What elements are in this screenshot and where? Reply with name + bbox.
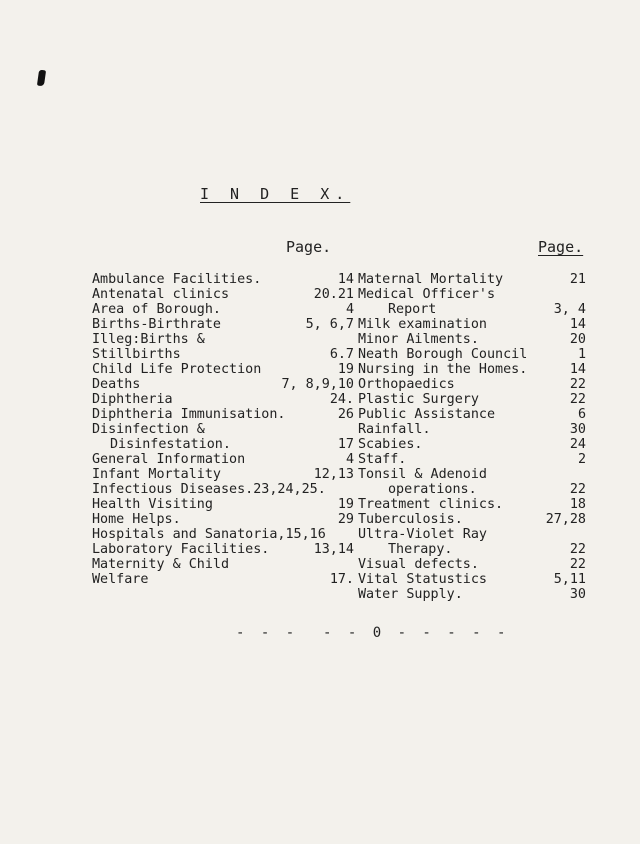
- entry-label: Stillbirths: [92, 347, 181, 362]
- index-entry: [92, 272, 354, 287]
- entry-page: 27,28: [545, 512, 586, 527]
- entry-page: 22: [569, 377, 586, 392]
- page-header-right: Page.: [538, 238, 584, 256]
- index-entry: [358, 422, 586, 437]
- index-entry: [92, 512, 354, 527]
- right-index-column: [358, 272, 586, 602]
- page-header-left: Page.: [286, 238, 332, 256]
- entry-label: Ambulance Facilities.: [92, 272, 262, 287]
- left-index-column: [92, 272, 354, 587]
- index-entry: [358, 557, 586, 572]
- index-entry: [92, 482, 354, 497]
- entry-page: 4: [345, 302, 354, 317]
- entry-label: Water Supply.: [358, 587, 463, 602]
- index-title: I N D E X.: [200, 185, 351, 203]
- entry-label: General Information: [92, 452, 246, 467]
- entry-page: 30: [569, 587, 586, 602]
- entry-page: 22: [569, 392, 586, 407]
- entry-page: 18: [569, 497, 586, 512]
- entry-page: 5,11: [553, 572, 586, 587]
- entry-page: 7, 8,9,10: [281, 377, 354, 392]
- entry-page: 12,13: [313, 467, 354, 482]
- entry-label: Tonsil & Adenoid: [358, 467, 487, 482]
- index-entry: [92, 287, 354, 302]
- entry-label: Laboratory Facilities.: [92, 542, 270, 557]
- entry-page: 6: [577, 407, 586, 422]
- index-entry: [358, 332, 586, 347]
- entry-label: Nursing in the Homes.: [358, 362, 528, 377]
- entry-label: Neath Borough Council: [358, 347, 528, 362]
- entry-label: operations.: [388, 482, 477, 497]
- entry-page: 4: [345, 452, 354, 467]
- entry-page: 26: [337, 407, 354, 422]
- entry-label: Welfare: [92, 572, 149, 587]
- entry-label: Milk examination: [358, 317, 487, 332]
- entry-page: 20.21: [313, 287, 354, 302]
- entry-label: Ultra-Violet Ray: [358, 527, 487, 542]
- entry-label: Infant Mortality: [92, 467, 221, 482]
- entry-label: Orthopaedics: [358, 377, 455, 392]
- index-entry: [92, 332, 354, 347]
- index-entry: [92, 467, 354, 482]
- entry-label: Rainfall.: [358, 422, 431, 437]
- entry-label: Therapy.: [388, 542, 453, 557]
- entry-page: 22: [569, 542, 586, 557]
- entry-label: Infectious Diseases.23,24,25.: [92, 482, 326, 497]
- index-entry: [358, 392, 586, 407]
- index-entry: [358, 407, 586, 422]
- index-entry: [358, 527, 586, 542]
- index-entry: [358, 287, 586, 302]
- entry-page: 19: [337, 362, 354, 377]
- index-entry: [92, 377, 354, 392]
- entry-label: Disinfestation.: [110, 437, 231, 452]
- entry-page: 20: [569, 332, 586, 347]
- index-entry: [92, 362, 354, 377]
- index-entry: [92, 407, 354, 422]
- entry-label: Home Helps.: [92, 512, 181, 527]
- entry-page: 21: [569, 272, 586, 287]
- entry-label: Report: [388, 302, 437, 317]
- entry-label: Diphtheria Immunisation.: [92, 407, 286, 422]
- entry-label: Scabies.: [358, 437, 423, 452]
- index-entry: [92, 422, 354, 437]
- entry-page: 2: [577, 452, 586, 467]
- entry-label: Tuberculosis.: [358, 512, 463, 527]
- index-entry: [358, 377, 586, 392]
- index-entry: [358, 317, 586, 332]
- entry-page: 5, 6,7: [305, 317, 354, 332]
- index-entry: [358, 482, 586, 497]
- index-entry: [92, 317, 354, 332]
- entry-label: Public Assistance: [358, 407, 496, 422]
- footer-divider: - - - - - 0 - - - - -: [236, 625, 510, 641]
- index-entry: [358, 347, 586, 362]
- entry-label: Staff.: [358, 452, 407, 467]
- entry-page: 17: [337, 437, 354, 452]
- index-entry: [92, 452, 354, 467]
- entry-label: Area of Borough.: [92, 302, 221, 317]
- index-entry: [92, 347, 354, 362]
- entry-page: 19: [337, 497, 354, 512]
- index-entry: [92, 392, 354, 407]
- index-entry: [358, 452, 586, 467]
- entry-label: Health Visiting: [92, 497, 213, 512]
- index-entry: [358, 587, 586, 602]
- entry-page: 24: [569, 437, 586, 452]
- entry-page: 3, 4: [553, 302, 586, 317]
- index-entry: [358, 302, 586, 317]
- entry-page: 14: [569, 362, 586, 377]
- index-entry: [358, 272, 586, 287]
- entry-label: Births-Birthrate: [92, 317, 221, 332]
- entry-label: Antenatal clinics: [92, 287, 230, 302]
- entry-page: 29: [337, 512, 354, 527]
- entry-label: Medical Officer's: [358, 287, 496, 302]
- entry-label: Vital Statustics: [358, 572, 487, 587]
- entry-label: Diphtheria: [92, 392, 173, 407]
- entry-label: Treatment clinics.: [358, 497, 504, 512]
- index-entry: [92, 302, 354, 317]
- index-entry: [358, 437, 586, 452]
- index-entry: [358, 467, 586, 482]
- entry-label: Disinfection &: [92, 422, 205, 437]
- entry-page: 1: [577, 347, 586, 362]
- index-entry: [358, 497, 586, 512]
- index-entry: [92, 437, 354, 452]
- index-entry: [92, 542, 354, 557]
- entry-page: 13,14: [313, 542, 354, 557]
- entry-page: 14: [337, 272, 354, 287]
- index-entry: [92, 572, 354, 587]
- index-entry: [358, 362, 586, 377]
- entry-page: 17.: [329, 572, 354, 587]
- entry-label: Illeg:Births &: [92, 332, 205, 347]
- entry-page: 6.7: [329, 347, 354, 362]
- entry-label: Child Life Protection: [92, 362, 262, 377]
- ink-mark: [37, 70, 46, 87]
- entry-label: Visual defects.: [358, 557, 479, 572]
- index-entry: [358, 512, 586, 527]
- entry-page: 22: [569, 482, 586, 497]
- entry-page: 30: [569, 422, 586, 437]
- index-entry: [92, 557, 354, 572]
- index-entry: [358, 542, 586, 557]
- index-entry: [92, 497, 354, 512]
- entry-label: Plastic Surgery: [358, 392, 479, 407]
- entry-label: Maternity & Child: [92, 557, 230, 572]
- entry-page: 14: [569, 317, 586, 332]
- entry-label: Hospitals and Sanatoria,15,16: [92, 527, 326, 542]
- entry-label: Maternal Mortality: [358, 272, 504, 287]
- entry-label: Minor Ailments.: [358, 332, 479, 347]
- entry-page: 24.: [329, 392, 354, 407]
- index-entry: [358, 572, 586, 587]
- index-entry: [92, 527, 354, 542]
- entry-label: Deaths: [92, 377, 141, 392]
- entry-page: 22: [569, 557, 586, 572]
